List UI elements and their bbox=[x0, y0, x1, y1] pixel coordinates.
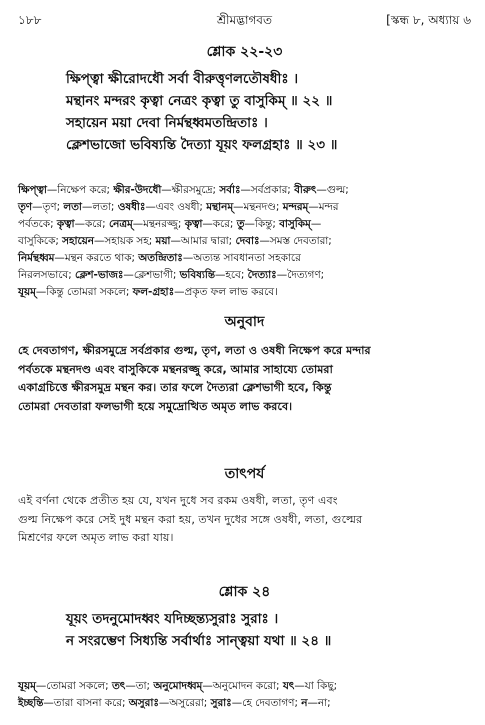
verse-text bbox=[18, 608, 471, 652]
word-meaning: লতা; bbox=[92, 201, 118, 213]
purport-line: গুল্ম নিক্ষেপ করে সেই দুধ মন্থন করা হয়, তখন দুধের সঙ্গে ওষধী, লতা, গুল্মের bbox=[18, 512, 363, 526]
word-meaning: না; bbox=[317, 697, 331, 709]
chapter-reference: [স্কন্ধ ৮, অধ্যায় ৬ bbox=[386, 13, 471, 27]
word-meaning: এবং ওষধী; bbox=[155, 201, 207, 213]
verse-heading: শ্লোক ২২-২৩ bbox=[206, 44, 283, 60]
word-meaning: ক্ষীরসমুদ্রে; bbox=[171, 184, 220, 196]
sanskrit-word: তৎ bbox=[111, 680, 126, 692]
sanskrit-word: তু bbox=[236, 218, 245, 230]
translation-text bbox=[18, 342, 471, 416]
word-for-word-synonyms bbox=[18, 678, 471, 712]
sanskrit-word: যৎ bbox=[282, 680, 295, 692]
sanskrit-word: লতা bbox=[63, 201, 82, 213]
verse-line: যূয়ং তদনুমোদধ্বং যদিচ্ছন্ত্যসুরাঃ সুরাঃ । bbox=[66, 611, 279, 627]
page-number: ১৮৮ bbox=[18, 13, 42, 27]
word-meaning: পর্বতকে; bbox=[18, 218, 57, 230]
sanskrit-word: কৃত্বা bbox=[184, 218, 203, 230]
word-meaning: সমস্ত দেবতারা; bbox=[269, 235, 332, 247]
purport-line: এই বর্ণনা থেকে প্রতীত হয় যে, যখন দুধে সব রকম ওষধী, লতা, তৃণ এবং bbox=[18, 494, 338, 507]
word-meaning: মন্থনরজ্জু; bbox=[143, 218, 185, 230]
purport-heading: তাৎপর্য bbox=[224, 466, 265, 482]
word-meaning: কিন্তু; bbox=[254, 218, 280, 230]
word-for-word-synonyms bbox=[18, 182, 471, 301]
word-meaning: আমার দ্বারা; bbox=[180, 235, 236, 247]
verse-22-23 bbox=[18, 40, 471, 156]
purport-section bbox=[18, 462, 471, 548]
word-meaning: তা; bbox=[135, 680, 154, 692]
word-meaning: দৈত্যগণ; bbox=[287, 269, 325, 281]
word-meaning: হবে; bbox=[225, 269, 248, 281]
synonym-line: যূয়ম্—তোমরা সকলে; তৎ—তা; অনুমোদধ্বম্—অনুমোদন করো; যৎ—যা কিছু; bbox=[18, 680, 338, 692]
sanskrit-word: মন্থানম্ bbox=[206, 201, 234, 213]
verse-line: ন সংরম্ভেণ সিধ্যন্তি সর্বার্থাঃ সান্ত্বয়া যথা ॥ ২৪ ॥ bbox=[66, 633, 332, 649]
translation-line: পর্বতকে মন্থনদণ্ড এবং বাসুকিকে মন্থনরজ্জু করে, আমার সাহায্যে তোমরা bbox=[18, 362, 333, 376]
word-meaning: অসুরেরা; bbox=[169, 697, 211, 709]
synonym-line: পর্বতকে; কৃত্বা—করে; নেত্রম্—মন্থনরজ্জু; কৃত্বা—করে; তু—কিন্তু; বাসুকিম্— bbox=[18, 218, 322, 230]
sanskrit-word: দেবাঃ bbox=[235, 235, 260, 247]
verse-line: সহায়েন ময়া দেবা নির্মন্থধ্বমতন্দ্রিতাঃ । bbox=[66, 115, 268, 131]
synonym-line: যূয়ম্—কিন্তু তোমরা সকলে; ফল-গ্রহাঃ—প্রকৃত ফল লাভ করবে। bbox=[18, 286, 278, 298]
sanskrit-word: ক্লেশ-ভাজঃ bbox=[75, 269, 124, 281]
sanskrit-word: বাসুকিম্ bbox=[279, 218, 311, 230]
synonym-line: বাসুকিকে; সহায়েন—সহায়ক সহ; ময়া—আমার দ্বারা; দেবাঃ—সমস্ত দেবতারা; bbox=[18, 235, 332, 247]
translation-section bbox=[18, 310, 471, 416]
verse-heading: শ্লোক ২৪ bbox=[218, 584, 271, 600]
word-meaning: অত্যন্ত সাবধানতা সহকারে bbox=[193, 252, 301, 264]
word-meaning: নিক্ষেপ করে; bbox=[57, 184, 114, 196]
word-meaning: করে; bbox=[84, 218, 109, 230]
verse-line: ক্লেশভাজো ভবিষ্যন্তি দৈত্যা যূয়ং ফলগ্রহাঃ ॥ ২৩ ॥ bbox=[66, 137, 338, 153]
word-meaning: নিরলসভাবে; bbox=[18, 269, 76, 281]
word-meaning: মন্দর bbox=[318, 201, 339, 213]
word-meaning: মন্থনদণ্ড; bbox=[243, 201, 283, 213]
word-meaning: প্রকৃত ফল লাভ করবে। bbox=[184, 286, 278, 298]
sanskrit-word: ক্ষীর-উদধৌ bbox=[113, 184, 162, 196]
verse-24 bbox=[18, 580, 471, 652]
word-meaning: যা কিছু; bbox=[304, 680, 338, 692]
word-meaning: তৃণ; bbox=[42, 201, 64, 213]
sanskrit-word: নির্মন্থধ্বম bbox=[18, 252, 55, 264]
word-meaning: তোমরা সকলে; bbox=[46, 680, 112, 692]
word-meaning: গুল্ম; bbox=[326, 184, 349, 196]
verse-text bbox=[18, 68, 471, 156]
word-meaning: তারা বাসনা করে; bbox=[53, 697, 129, 709]
sanskrit-word: ন bbox=[301, 697, 308, 709]
translation-line: হে দেবতাগণ, ক্ষীরসমুদ্রে সর্বপ্রকার গুল্ম, তৃণ, লতা ও ওষধী নিক্ষেপ করে মন্দার bbox=[18, 344, 371, 357]
word-meaning: হে দেবতাগণ; bbox=[242, 697, 302, 709]
sanskrit-word: অতন্দ্রিতাঃ bbox=[138, 252, 183, 264]
page-header bbox=[18, 12, 471, 32]
sanskrit-word: অসুরাঃ bbox=[128, 697, 159, 709]
sanskrit-word: ফল-গ্রহাঃ bbox=[132, 286, 175, 298]
translation-heading: অনুবাদ bbox=[224, 314, 265, 330]
sanskrit-word: সুরাঃ bbox=[210, 697, 232, 709]
sanskrit-word: ক্ষিপ্ত্বা bbox=[18, 184, 47, 196]
word-meaning: করে; bbox=[212, 218, 237, 230]
synonym-line: ইচ্ছন্তি—তারা বাসনা করে; অসুরাঃ—অসুরেরা; সুরাঃ—হে দেবতাগণ; ন—না; bbox=[18, 697, 331, 709]
sanskrit-word: তৃণ bbox=[18, 201, 33, 213]
synonym-line: নির্মন্থধ্বম—মন্থন করতে থাক; অতন্দ্রিতাঃ—অত্যন্ত সাবধানতা সহকারে bbox=[18, 252, 301, 264]
running-title: শ্রীমদ্ভাগবত bbox=[216, 13, 272, 27]
verse-line: ক্ষিপ্ত্বা ক্ষীরোদধৌ সর্বা বীরুত্তৃণলতৌষধীঃ । bbox=[66, 71, 299, 87]
sanskrit-word: ওষধীঃ bbox=[117, 201, 146, 213]
sanskrit-word: যূয়ম্ bbox=[18, 680, 36, 692]
synonym-line: নিরলসভাবে; ক্লেশ-ভাজঃ—ক্লেশভাগী; ভবিষ্যন্তি—হবে; দৈত্যাঃ—দৈত্যগণ; bbox=[18, 269, 325, 281]
word-meaning: সর্বপ্রকার; bbox=[250, 184, 295, 196]
sanskrit-word: ভবিষ্যন্তি bbox=[179, 269, 216, 281]
translation-line: একাগ্রচিত্তে ক্ষীরসমুদ্র মন্থন কর। তার ফলে দৈত্যরা ক্লেশভাগী হবে, কিন্তু bbox=[18, 381, 332, 395]
purport-text bbox=[18, 492, 471, 548]
sanskrit-word: ইচ্ছন্তি bbox=[18, 697, 44, 709]
synonym-line: তৃণ—তৃণ; লতা—লতা; ওষধীঃ—এবং ওষধী; মন্থানম্—মন্থনদণ্ড; মন্দরম্—মন্দর bbox=[18, 201, 339, 213]
sanskrit-word: ময়া bbox=[155, 235, 171, 247]
purport-line: মিশ্রণের ফলে অমৃত লাভ করা যায়। bbox=[18, 531, 174, 545]
sanskrit-word: মন্দরম্ bbox=[282, 201, 309, 213]
word-meaning: মন্থন করতে থাক; bbox=[64, 252, 139, 264]
verse-line: মন্থানং মন্দরং কৃত্বা নেত্রং কৃত্বা তু বাসুকিম্ ॥ ২২ ॥ bbox=[66, 93, 333, 109]
word-meaning: সহায়ক সহ; bbox=[104, 235, 156, 247]
sanskrit-word: বীরুৎ bbox=[294, 184, 317, 196]
sanskrit-word: কৃত্বা bbox=[56, 218, 75, 230]
sanskrit-word: নেত্রম্ bbox=[108, 218, 133, 230]
word-meaning: ক্লেশভাগী; bbox=[133, 269, 180, 281]
word-meaning: অনুমোদন করো; bbox=[212, 680, 283, 692]
sanskrit-word: অনুমোদধ্বম্ bbox=[153, 680, 203, 692]
sanskrit-word: সহায়েন bbox=[62, 235, 94, 247]
word-meaning: কিন্তু তোমরা সকলে; bbox=[46, 286, 133, 298]
sanskrit-word: যূয়ম্ bbox=[18, 286, 36, 298]
synonym-line: ক্ষিপ্ত্বা—নিক্ষেপ করে; ক্ষীর-উদধৌ—ক্ষীরসমুদ্রে; সর্বাঃ—সর্বপ্রকার; বীরুৎ—গুল্ম; bbox=[18, 184, 349, 196]
word-meaning: বাসুকিকে; bbox=[18, 235, 63, 247]
sanskrit-word: সর্বাঃ bbox=[219, 184, 241, 196]
sanskrit-word: দৈত্যাঃ bbox=[247, 269, 277, 281]
translation-line: তোমরা দেবতারা ফলভাগী হয়ে সমুদ্রোত্থিত অমৃত লাভ করবে। bbox=[18, 399, 293, 413]
